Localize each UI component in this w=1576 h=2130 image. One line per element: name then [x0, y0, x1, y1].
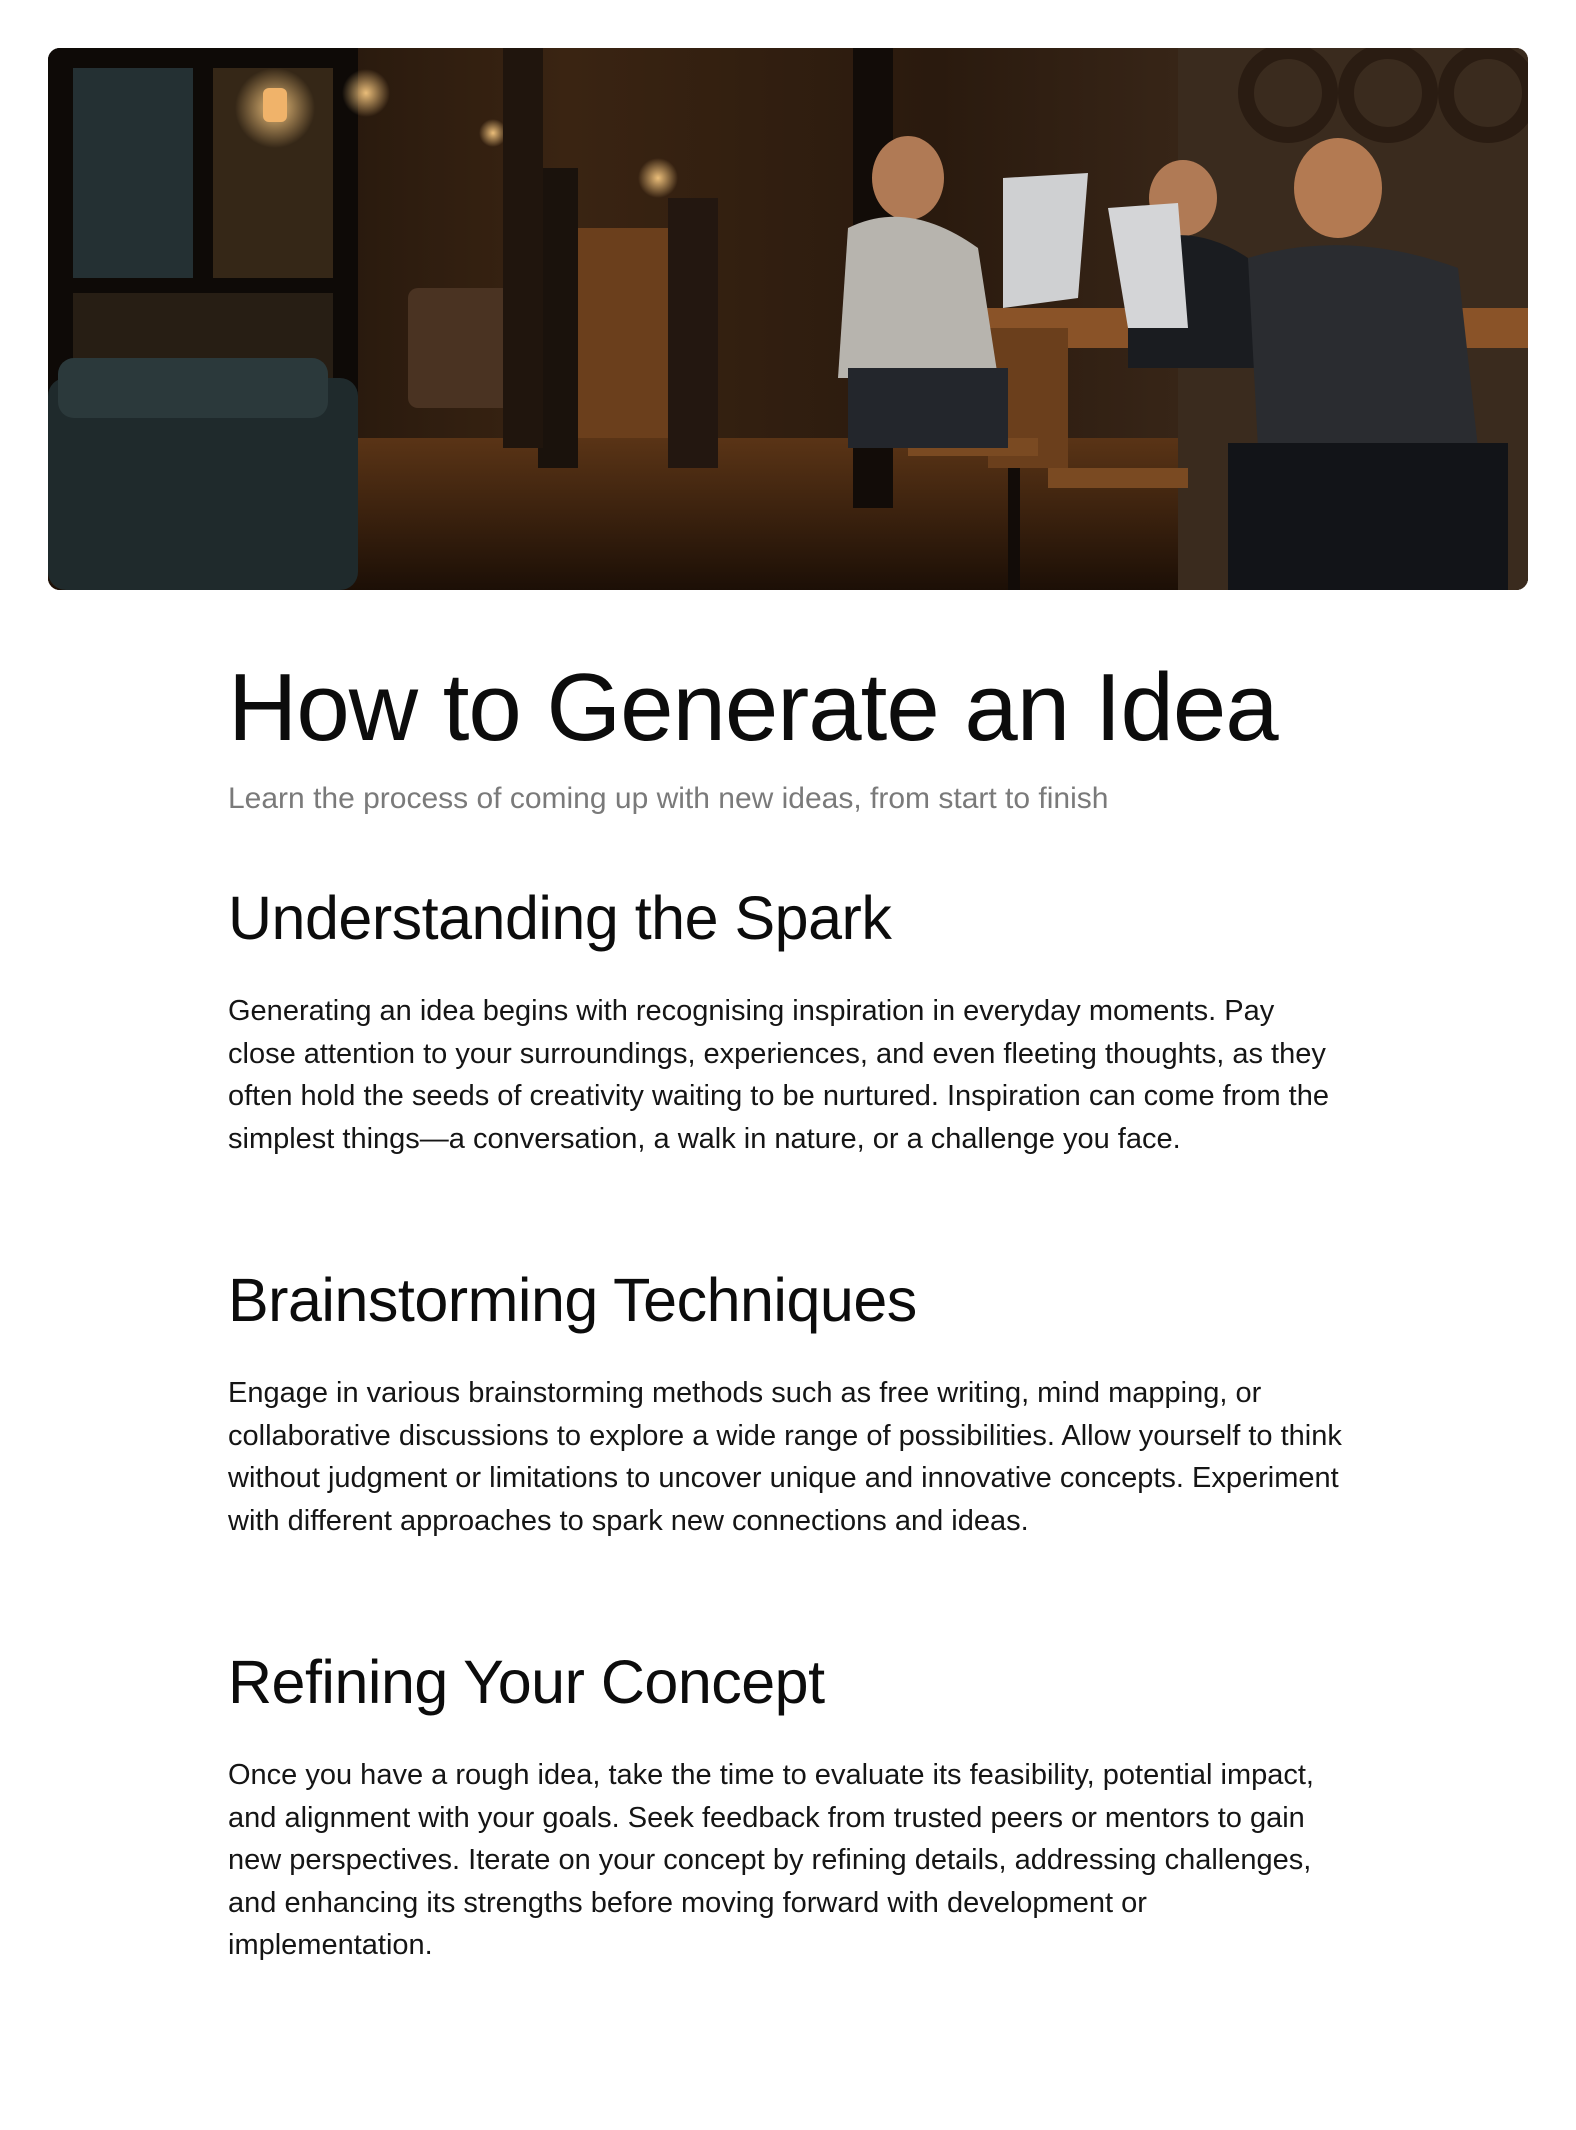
- hero-image: [48, 48, 1528, 590]
- page-title: How to Generate an Idea: [228, 654, 1278, 761]
- section-heading: Brainstorming Techniques: [228, 1266, 917, 1334]
- section-body: Engage in various brainstorming methods such as free writing, mind mapping, or collaborative discussions to explore a wide range of possibilities. Allow yourself to think without judgment or limitations to uncover unique and innovative concepts. Experiment with different approaches to spark new connections and ideas.: [228, 1377, 1342, 1537]
- page-subtitle: Learn the process of coming up with new ideas, from start to finish: [228, 782, 1109, 815]
- section-brainstorming-techniques: [228, 1262, 1348, 1542]
- article: [228, 650, 1358, 1961]
- section-heading: Understanding the Spark: [228, 884, 892, 952]
- section-body: Generating an idea begins with recognising inspiration in everyday moments. Pay close attention to your surroundings, experiences, and even fleeting thoughts, as they often hold the seeds of creativity waiting to be nurtured. Inspiration can come from the simplest things—a conversation, a walk in nature, or a challenge you face.: [228, 995, 1329, 1155]
- section-refining-your-concept: [228, 1644, 1348, 1967]
- section-body: Once you have a rough idea, take the time to evaluate its feasibility, potential impact, and alignment with your goals. Seek feedback from trusted peers or mentors to gain new perspectives. Iterate on your concept by refining details, addressing challenges, and enhancing its strengths before moving forward with development or implementation.: [228, 1759, 1314, 1961]
- section-heading: Refining Your Concept: [228, 1648, 825, 1716]
- section-understanding-the-spark: [228, 880, 1348, 1160]
- cafe-photo: [48, 48, 1528, 590]
